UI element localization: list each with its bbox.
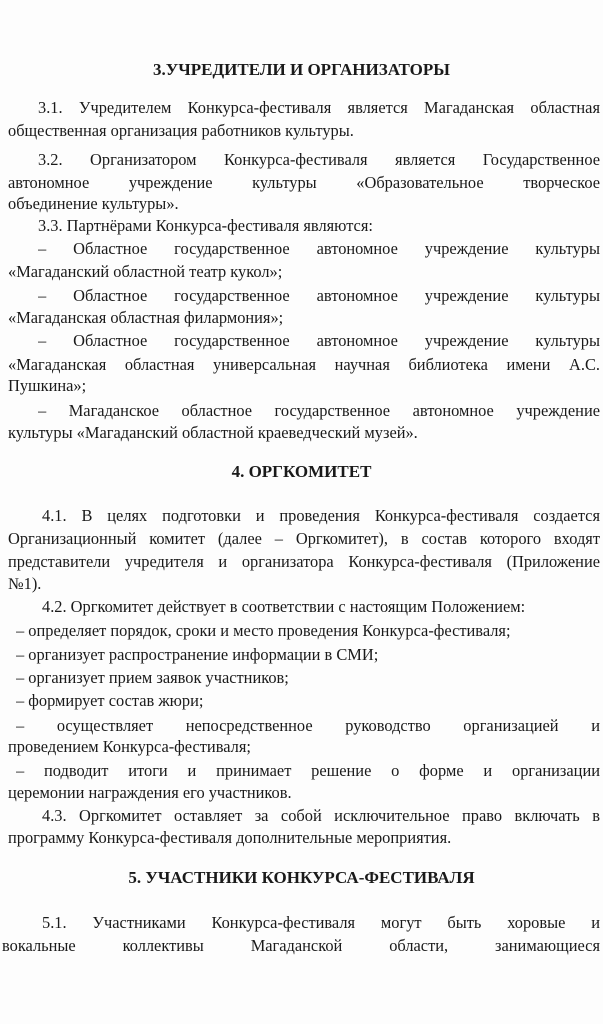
paragraph-line: 4.3. Оргкомитет оставляет за собой исключительное право включать в — [42, 806, 600, 825]
paragraph-line: вокальные коллективы Магаданской области, занимающиеся — [2, 936, 600, 955]
list-item-line: – осуществляет непосредственное руководство организацией и — [16, 716, 600, 735]
list-item-line: – определяет порядок, сроки и место проведения Конкурса-фестиваля; — [16, 621, 511, 640]
list-item-line: «Магаданский областной театр кукол»; — [8, 262, 283, 281]
paragraph-line: общественная организация работников культуры. — [8, 121, 354, 140]
paragraph-line: представители учредителя и организатора Конкурса-фестиваля (Приложение — [8, 552, 600, 571]
list-item-line: «Магаданская областная филармония»; — [8, 308, 284, 327]
list-item-line: проведением Конкурса-фестиваля; — [8, 737, 251, 756]
paragraph-line: 3.3. Партнёрами Конкурса-фестиваля являются: — [38, 216, 373, 235]
section-3-heading: 3.УЧРЕДИТЕЛИ И ОРГАНИЗАТОРЫ — [153, 60, 450, 79]
list-item-line: Пушкина»; — [8, 376, 87, 395]
paragraph-line: Организационный комитет (далее – Оргкомитет), в состав которого входят — [8, 529, 600, 548]
paragraph-line: автономное учреждение культуры «Образовательное творческое — [8, 173, 600, 192]
list-item-line: – Областное государственное автономное учреждение культуры — [38, 239, 600, 258]
paragraph-line: 4.1. В целях подготовки и проведения Конкурса-фестиваля создается — [42, 506, 600, 525]
list-item-line: – Магаданское областное государственное автономное учреждение — [38, 401, 600, 420]
list-item-line: – организует распространение информации в СМИ; — [16, 645, 379, 664]
paragraph-line: объединение культуры». — [8, 194, 179, 213]
paragraph-line: 3.1. Учредителем Конкурса-фестиваля является Магаданская областная — [38, 98, 600, 117]
list-item-line: – Областное государственное автономное учреждение культуры — [38, 331, 600, 350]
list-item-line: церемонии награждения его участников. — [8, 783, 292, 802]
paragraph-line: программу Конкурса-фестиваля дополнительные мероприятия. — [8, 828, 452, 847]
list-item-line: «Магаданская областная универсальная научная библиотека имени А.С. — [8, 355, 600, 374]
paragraph-line: №1). — [8, 574, 42, 593]
list-item-line: – подводит итоги и принимает решение о форме и организации — [16, 761, 600, 780]
list-item-line: – организует прием заявок участников; — [16, 668, 289, 687]
section-4-heading: 4. ОРГКОМИТЕТ — [231, 462, 372, 481]
paragraph-line: 5.1. Участниками Конкурса-фестиваля могут быть хоровые и — [42, 913, 600, 932]
list-item-line: – формирует состав жюри; — [16, 691, 204, 710]
paragraph-line: 3.2. Организатором Конкурса-фестиваля является Государственное — [38, 150, 600, 169]
list-item-line: – Областное государственное автономное учреждение культуры — [38, 286, 600, 305]
paragraph-line: 4.2. Оргкомитет действует в соответствии с настоящим Положением: — [42, 597, 526, 616]
section-5-heading: 5. УЧАСТНИКИ КОНКУРСА-ФЕСТИВАЛЯ — [128, 868, 475, 887]
list-item-line: культуры «Магаданский областной краеведческий музей». — [8, 423, 418, 442]
